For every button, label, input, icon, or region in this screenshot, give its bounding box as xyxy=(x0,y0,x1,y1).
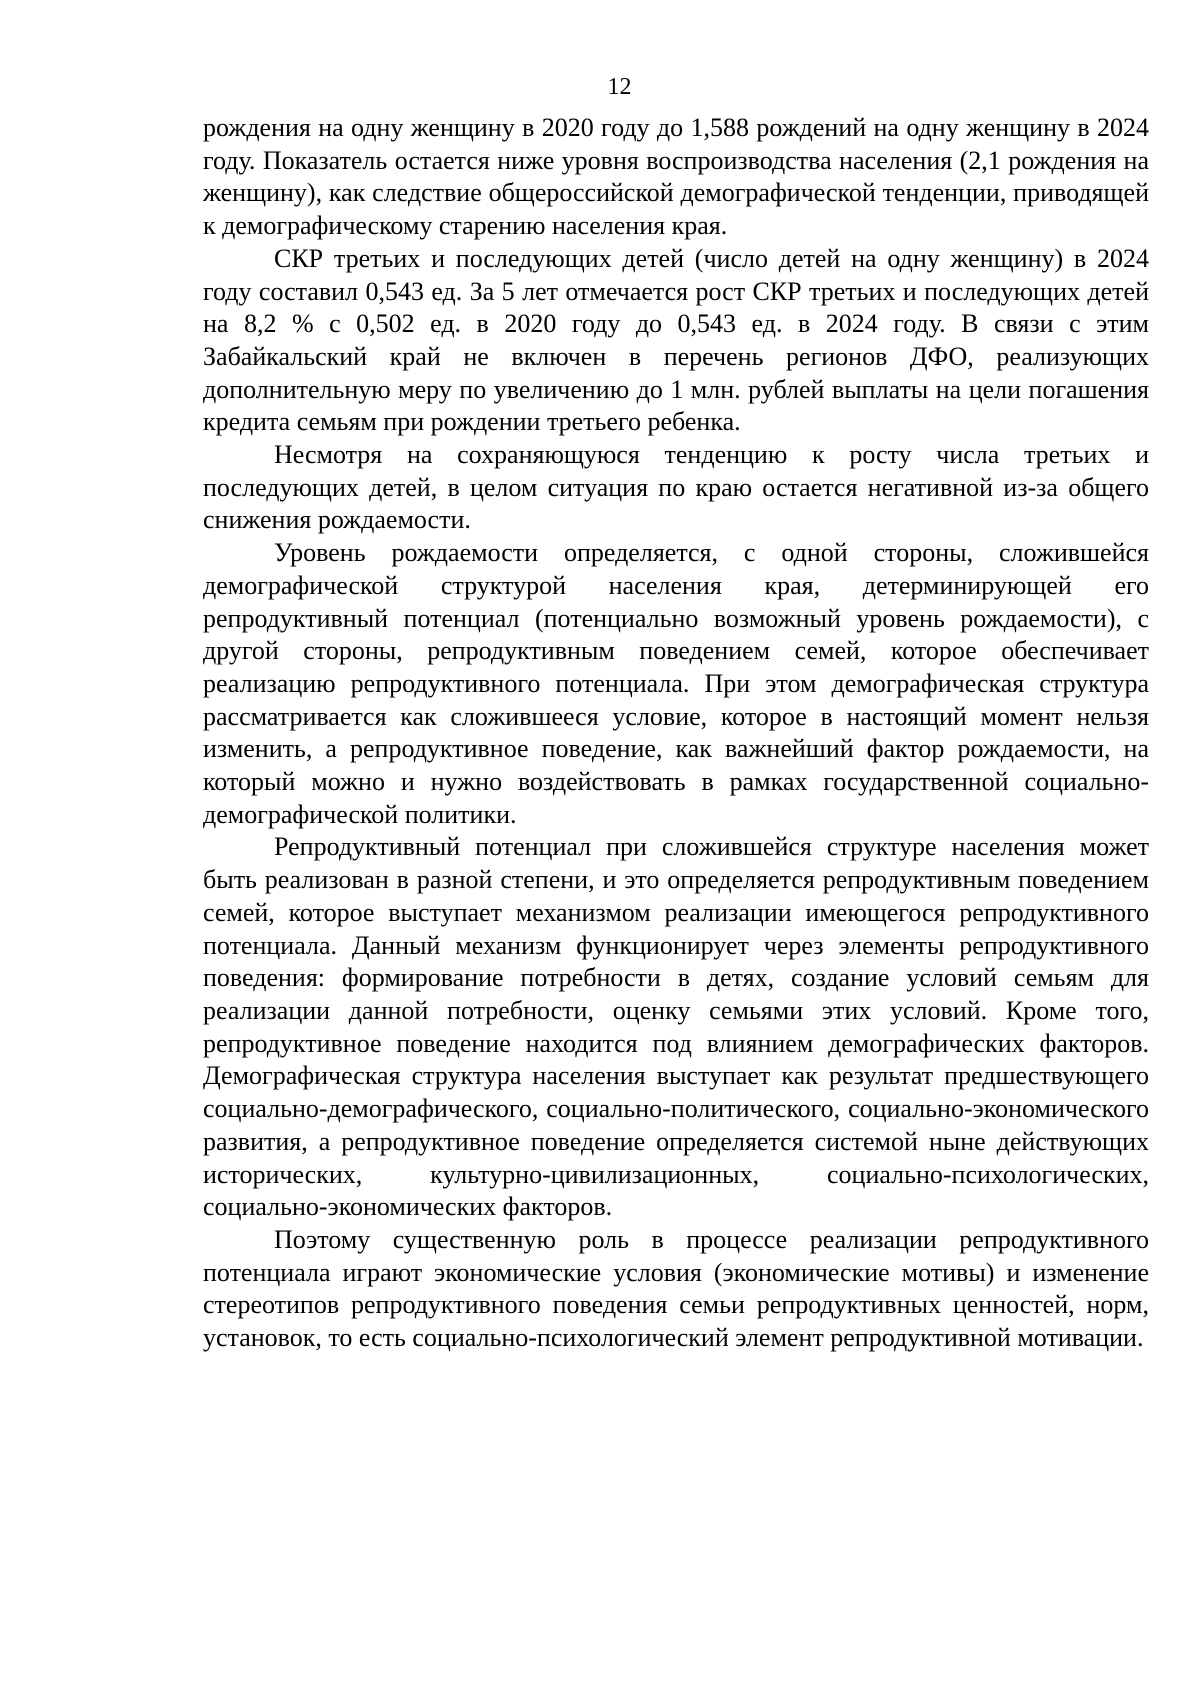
paragraph-skr-third-children: СКР третьих и последующих детей (число детей на одну женщину) в 2024 году составил 0,543 ед. За 5 лет отмечается рост СКР третьих и последующих детей на 8,2 % с 0,502 ед. в 2020 году до 0,543 ед. в 2024 году. В связи с этим Забайкальский край не включен в перечень регионов ДФО, реализующих дополнительную меру по увеличению до 1 млн. рублей выплаты на цели погашения кредита семьям при рождении третьего ребенка. xyxy=(203,243,1149,437)
page-number: 12 xyxy=(607,74,632,100)
paragraph-reproductive-potential: Репродуктивный потенциал при сложившейся структуре населения может быть реализован в разной степени, и это определяется репродуктивным поведением семей, которое выступает механизмом реализации имеющегося репродуктивного потенциала. Данный механизм функционирует через элементы репродуктивного поведения: формирование потребности в детях, создание условий семьям для реализации данной потребности, оценку семьями этих условий. Кроме того, репродуктивное поведение находится под влиянием демографических факторов. Демографическая структура населения выступает как результат предшествующего социально-демографического, социально-политического, социально-экономического развития, а репродуктивное поведение определяется системой ныне действующих исторических, культурно-цивилизационных, социально-психологических, социально-экономических факторов. xyxy=(203,832,1149,1222)
paragraph-negative-trend: Несмотря на сохраняющуюся тенденцию к росту числа третьих и последующих детей, в целом ситуация по краю остается негативной из-за общего снижения рождаемости. xyxy=(203,440,1149,535)
paragraph-continuation: рождения на одну женщину в 2020 году до 1,588 рождений на одну женщину в 2024 году. Показатель остается ниже уровня воспроизводства населения (2,1 рождения на женщину), как следствие общероссийской демографической тенденции, приводящей к демографическому старению населения края. xyxy=(203,113,1149,241)
paragraph-economic-conditions: Поэтому существенную роль в процессе реализации репродуктивного потенциала играют экономические условия (экономические мотивы) и изменение стереотипов репродуктивного поведения семьи репродуктивных ценностей, норм, установок, то есть социально-психологический элемент репродуктивной мотивации. xyxy=(203,1224,1149,1353)
paragraph-birth-rate-determinants: Уровень рождаемости определяется, с одной стороны, сложившейся демографической структурой населения края, детерминирующей его репродуктивный потенциал (потенциально возможный уровень рождаемости), с другой стороны, репродуктивным поведением семей, которое обеспечивает реализацию репродуктивного потенциала. При этом демографическая структура рассматривается как сложившееся условие, которое в настоящий момент нельзя изменить, а репродуктивное поведение, как важнейший фактор рождаемости, на который можно и нужно воздействовать в рамках государственной социально-демографической политики. xyxy=(203,538,1149,829)
document-body xyxy=(203,112,1149,1355)
